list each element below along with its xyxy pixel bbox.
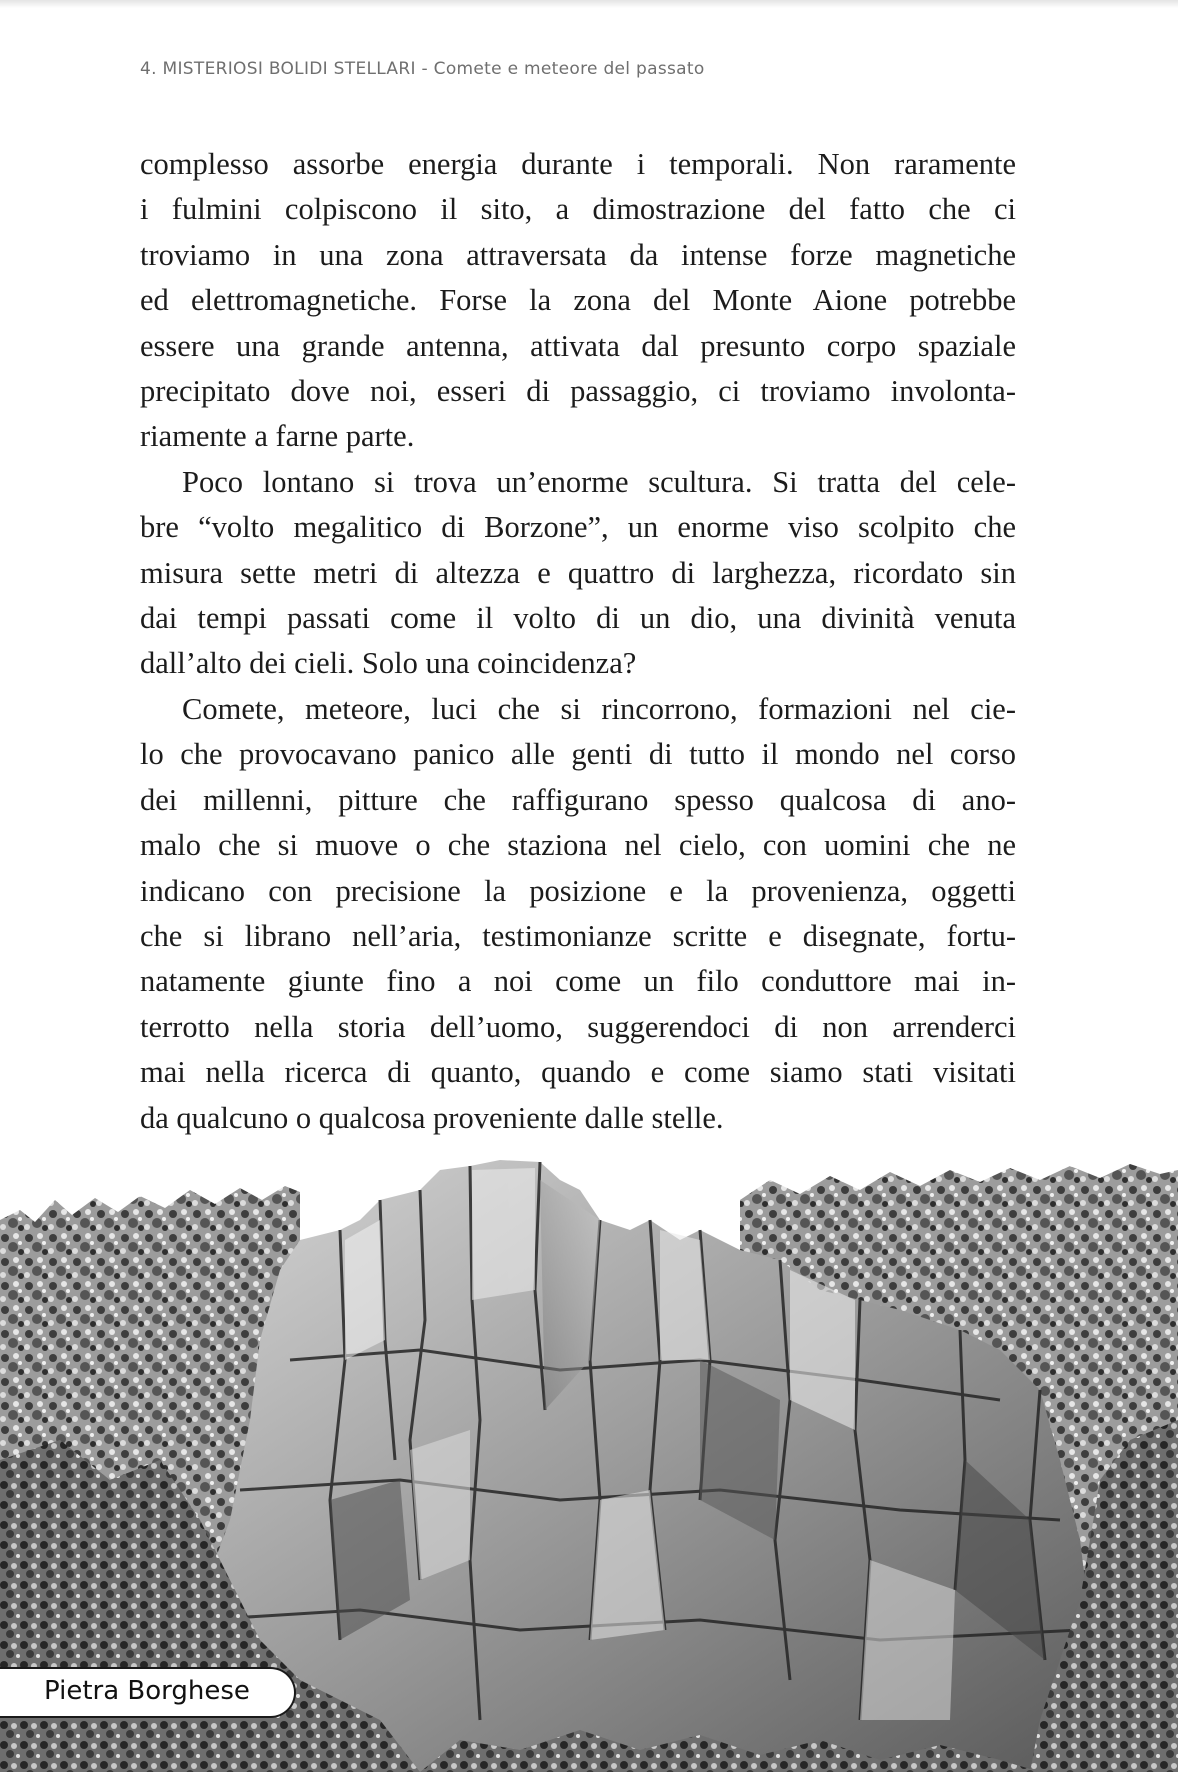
text-line: malo che si muove o che staziona nel cielo, con uomini che ne — [140, 828, 1016, 863]
text-line: complesso assorbe energia durante i temporali. Non raramente — [140, 147, 1016, 181]
text-line: mai nella ricerca di quanto, quando e come siamo stati visitati — [140, 1055, 1016, 1090]
text-line: riamente a farne parte. — [140, 419, 415, 454]
text-line: ed elettromagnetiche. Forse la zona del Monte Aione potrebbe — [140, 283, 1016, 318]
text-line: essere una grande antenna, attivata dal presunto corpo spaziale — [140, 328, 1016, 363]
header-chapter: 4. MISTERIOSI BOLIDI STELLARI — [140, 59, 416, 79]
text-line: Comete, meteore, luci che si rincorrono, formazioni nel cie- — [182, 691, 1016, 726]
text-line: indicano con precisione la posizione e la provenienza, oggetti — [140, 873, 1016, 908]
text-line: precipitato dove noi, esseri di passaggio, ci troviamo involonta- — [140, 374, 1016, 409]
text-line: terrotto nella storia dell’uomo, suggerendoci di non arrenderci — [140, 1009, 1016, 1044]
running-header — [140, 59, 705, 79]
page-top-edge — [0, 0, 1178, 8]
header-separator: - — [421, 59, 428, 79]
paragraph-1 — [140, 142, 1016, 460]
header-section: Comete e meteore del passato — [433, 59, 705, 79]
text-line: Poco lontano si trova un’enorme scultura. Si tratta del cele- — [182, 464, 1016, 499]
paragraph-2 — [140, 460, 1016, 687]
photo-caption — [0, 1667, 296, 1718]
text-line: dei millenni, pitture che raffigurano spesso qualcosa di ano- — [140, 782, 1016, 817]
text-line: troviamo in una zona attraversata da intense forze magnetiche — [140, 237, 1016, 272]
text-line: misura sette metri di altezza e quattro di larghezza, ricordato sin — [140, 555, 1016, 590]
text-line: che si librano nell’aria, testimonianze scritte e disegnate, fortu- — [140, 918, 1016, 953]
text-line: i fulmini colpiscono il sito, a dimostrazione del fatto che ci — [140, 192, 1016, 227]
text-line: dai tempi passati come il volto di un dio, una divinità venuta — [140, 601, 1016, 636]
text-line: natamente giunte fino a noi come un filo conduttore mai in- — [140, 964, 1016, 999]
text-line: bre “volto megalitico di Borzone”, un enorme viso scolpito che — [140, 510, 1016, 545]
text-line: lo che provocavano panico alle genti di tutto il mondo nel corso — [140, 737, 1016, 772]
text-line: dall’alto dei cieli. Solo una coincidenza? — [140, 646, 637, 681]
caption-text: Pietra Borghese — [44, 1676, 250, 1706]
text-line: da qualcuno o qualcosa proveniente dalle stelle. — [140, 1100, 724, 1135]
paragraph-3 — [140, 687, 1016, 1141]
body-text — [140, 142, 1016, 1141]
